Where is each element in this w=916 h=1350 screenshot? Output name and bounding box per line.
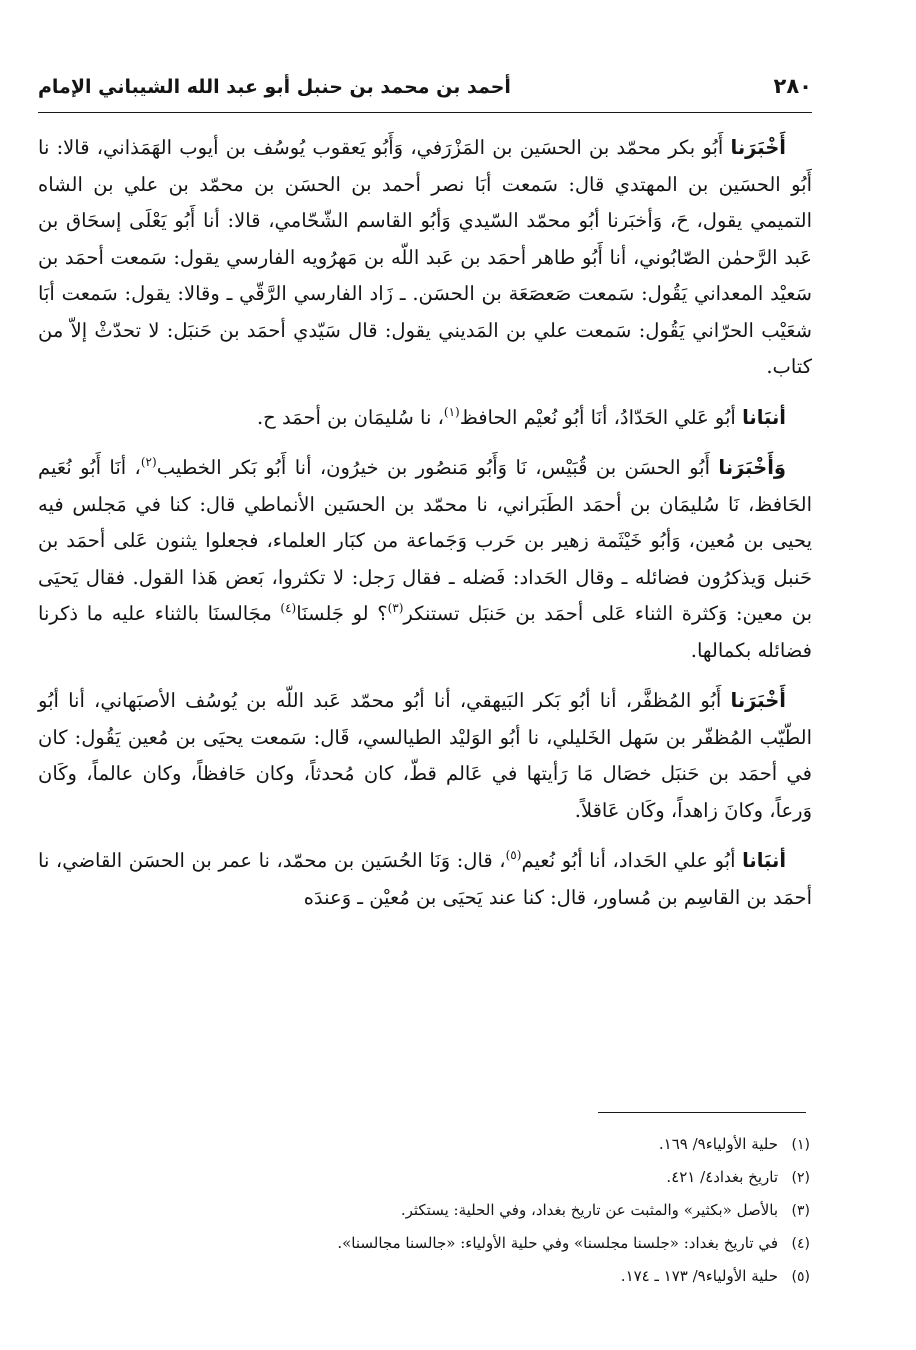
footnote-reference[interactable]: (٤) bbox=[280, 601, 297, 615]
footnote-item bbox=[120, 1161, 810, 1194]
paragraph-text: أَبُو بكر محمّد بن الحسَين بن المَزْرَفي، وَأَبُو يَعقوب يُوسُف بن أيوب الهَمَذاني، قالا: نا أَبُو الحسَين بن المهتدي قال: سَمعت أبَا نصر أحمد بن الحسَن بن محمّد بن علي بن الشاه التميمي يقول، حَ، وَأخبَرنا أبُو محمّد السّيدي وَأبُو القاسم الشّحّامي، قالا: أنا أَبُو يَعْلَى إسحَاق بن عَبد الرَّحمٰن الصّابُوني، أنا أَبُو طاهر أحمَد بن عَبد اللّه بن مَهرُويه الفارسي يقول: سَمعت أحمَد بن سَعيْد المعداني يَقُول: سَمعت صَعصَعَة بن الحسَن. ـ زَاد الفارسي الرَّقّي ـ وقالا: يقول: سَمعت أبَا شعَيْب الحرّاني يَقُول: سَمعت علي بن المَديني يقول: قال سَيّدي أحمَد بن حَنبَل: لا تحدّثْ إلاّ من كتاب. bbox=[38, 136, 812, 378]
paragraph-text: أبُو عَلي الحَدّادُ، أنَا أبُو نُعيْم الحافظ bbox=[459, 405, 743, 429]
paragraph-text: ، أنَا أَبُو نُعَيم الحَافظ، نَا سُليمَان بن أحمَد الطَبَراني، نا محمّد بن الحسَين الأنماطي قال: كنا في مَجلس فيه يحيى بن مُعين، وَأبُو خَيْثَمة زهير بن حَرب وَجَماعة من كبَار العلماء، فجعلوا يثنون عَلى أحمَد بن حَنبل وَيذكرُون فضائله ـ وقال الحَداد: فَضله ـ فقال رَجل: لا تكثروا، بَعض هَذا القول. فقال يَحيَى بن معين: وَكثرة الثناء عَلى أحمَد بن حَنبَل تستنكر bbox=[38, 456, 812, 625]
main-text bbox=[38, 130, 812, 930]
footnote-text: في تاريخ بغداد: «جلسنا مجلسنا» وفي حلية الأولياء: «جالسنا مجالسنا». bbox=[337, 1234, 778, 1252]
page-header bbox=[38, 72, 812, 113]
footnotes bbox=[120, 1128, 810, 1293]
paragraph bbox=[38, 450, 812, 669]
footnote-reference[interactable]: (١) bbox=[443, 404, 460, 419]
footnote-item bbox=[120, 1260, 810, 1293]
footnote-item bbox=[120, 1128, 810, 1161]
footnote-number: (٣) bbox=[791, 1203, 810, 1219]
paragraph-lead-word: أنبَانا bbox=[742, 849, 787, 872]
footnote-separator bbox=[598, 1112, 806, 1113]
footnote-reference[interactable]: (٥) bbox=[505, 848, 522, 862]
paragraph-lead-word: أنبَانا bbox=[742, 405, 786, 429]
paragraph-text: أَبُو الحسَن بن قُبَيْس، نَا وَأَبُو مَنصُور بن خيرُون، أنا أَبُو بَكر الخطيب bbox=[156, 456, 719, 479]
paragraph-lead-word: وَأَخْبَرَنا bbox=[718, 456, 786, 479]
footnote-number: (٤) bbox=[791, 1236, 810, 1252]
footnote-text: حلية الأولياء٩/ ١٧٣ ـ ١٧٤. bbox=[620, 1267, 778, 1285]
footnote-item bbox=[120, 1194, 810, 1227]
footnote-item bbox=[120, 1227, 810, 1260]
footnote-text: بالأصل «بكثير» والمثبت عن تاريخ بغداد، وفي الحلية: يستكثر. bbox=[400, 1201, 778, 1219]
footnote-text: تاريخ بغداد٤/ ٤٢١. bbox=[666, 1168, 778, 1186]
footnote-text: حلية الأولياء٩/ ١٦٩. bbox=[658, 1135, 778, 1153]
paragraph-text: ؟ لو جَلسنَا bbox=[296, 602, 388, 625]
paragraph-text: ، نا سُليمَان بن أحمَد ح. bbox=[256, 405, 444, 429]
footnote-reference[interactable]: (٢) bbox=[140, 455, 157, 469]
footnote-number: (١) bbox=[791, 1137, 810, 1153]
footnote-reference[interactable]: (٣) bbox=[387, 601, 404, 615]
footnote-number: (٥) bbox=[791, 1269, 810, 1285]
page-number: ٢٨٠ bbox=[773, 74, 812, 98]
footnote-number: (٢) bbox=[791, 1170, 810, 1186]
paragraph-text: ، قال: وَنَا الحُسَين بن محمّد، نا عمر بن الحسَن القاضي، نا أحمَد بن القاسِم بن مُساور، قال: كنا عند يَحيَى بن مُعيْن ـ وَعندَه bbox=[38, 849, 812, 909]
paragraph-lead-word: أَخْبَرَنا bbox=[730, 689, 786, 712]
paragraph bbox=[38, 843, 812, 916]
paragraph-text: مجَالسنَا بالثناء عليه ما ذكرنا فضائله بكمالها. bbox=[38, 602, 812, 662]
paragraph-lead-word: أَخْبَرَنا bbox=[730, 136, 786, 159]
paragraph bbox=[38, 683, 812, 829]
paragraph bbox=[38, 130, 812, 386]
paragraph-text: أبُو علي الحَداد، أنا أبُو نُعيم bbox=[521, 849, 743, 872]
paragraph-text: أَبُو المُظفَّر، أنا أبُو بَكر البَيهقي، أنا أبُو محمّد عَبد اللّه بن يُوسُف الأصبَهاني، أنا أبُو الطّيّب المُظفّر بن سَهل الخَليلي، نا أبُو الوَليْد الطيالسي، قَال: سَمعت يحيَى بن مُعين يَقُول: كان في أحمَد بن حَنبَل خصَال مَا رَأيتها في عَالم قطّ، كان مُحدثاً، وكان حَافظاً، وكان عالماً، وكَان وَرعاً، وكانَ زاهداً، وكَان عَاقلاً. bbox=[38, 689, 812, 822]
running-title: أحمد بن محمد بن حنبل أبو عبد الله الشيباني الإمام bbox=[38, 76, 511, 98]
paragraph bbox=[38, 400, 812, 437]
